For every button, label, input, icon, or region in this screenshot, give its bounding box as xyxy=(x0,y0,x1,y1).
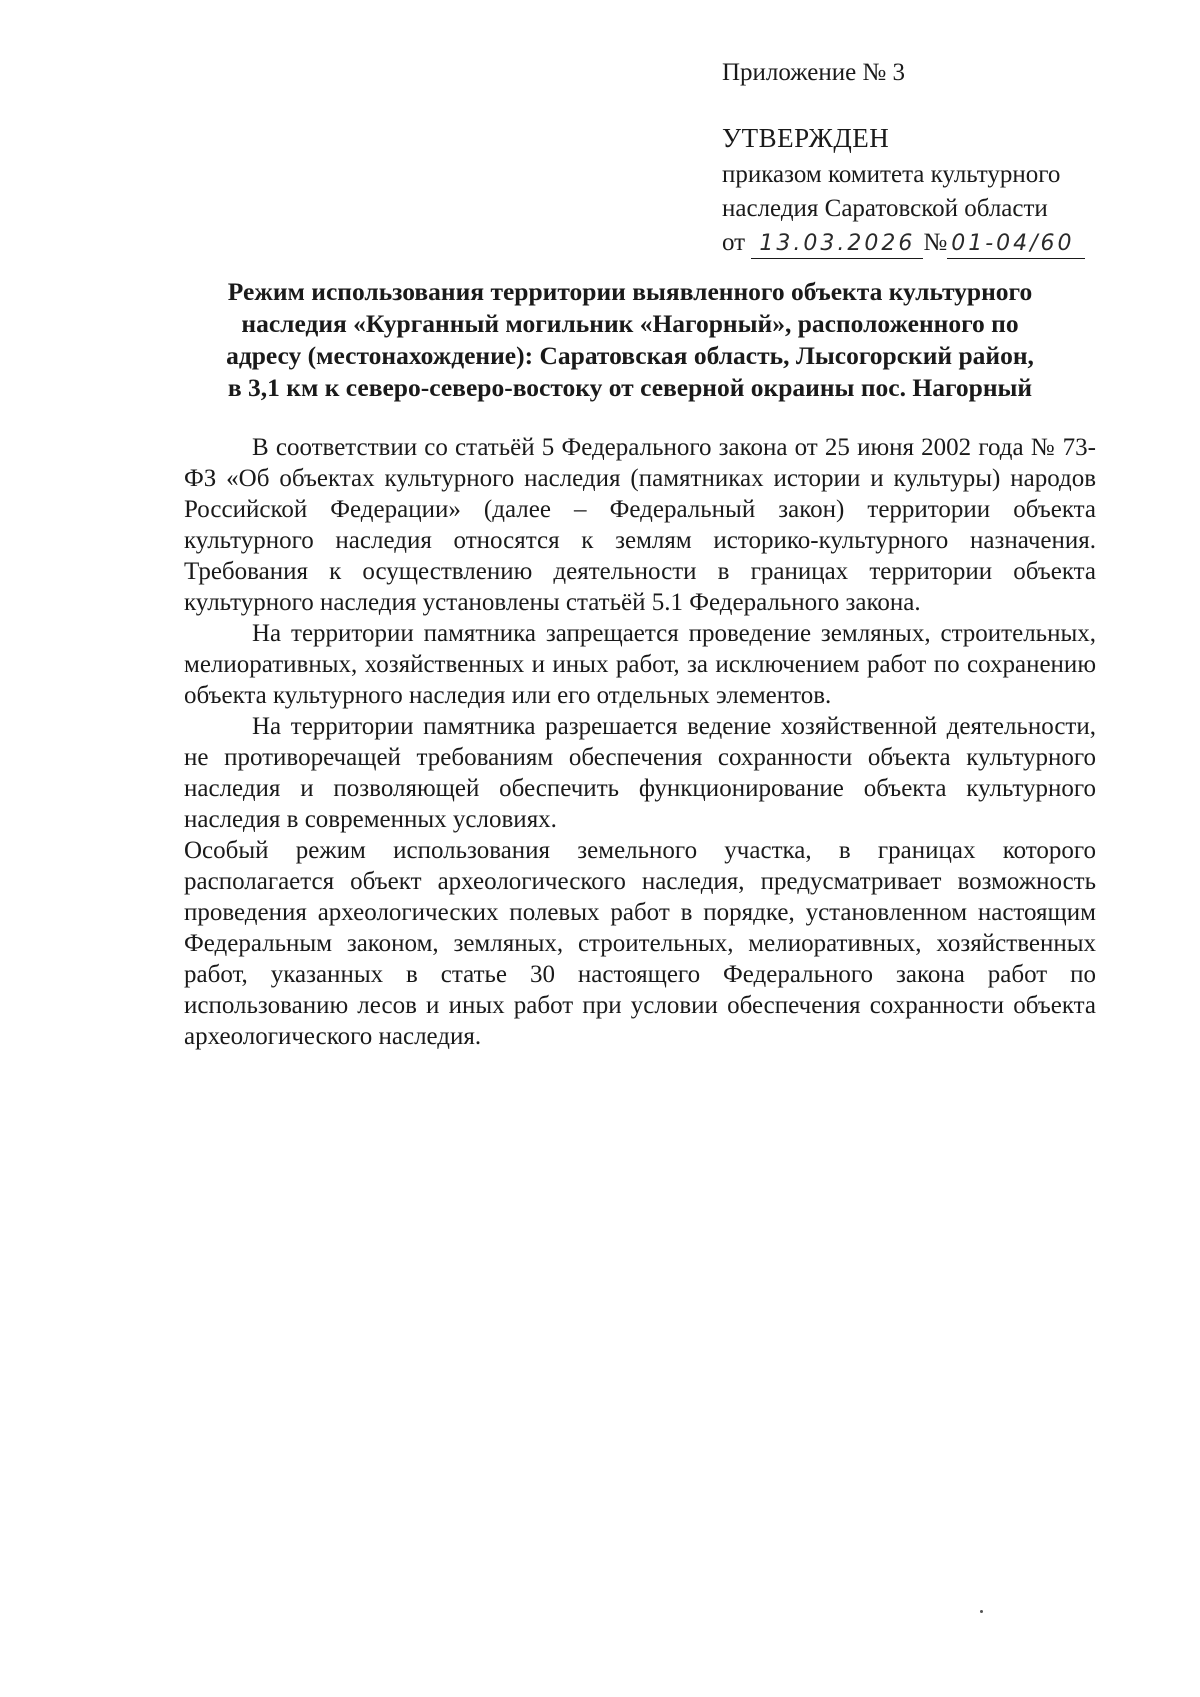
handwritten-date: 13.03.2026 xyxy=(751,230,923,259)
title-line: наследия «Курганный могильник «Нагорный», расположенного по xyxy=(241,309,1019,338)
body-paragraph: На территории памятника запрещается проведение земляных, строительных, мелиоративных, хозяйственных и иных работ, за исключением работ по сохранению объекта культурного наследия или его отдельных элементов. xyxy=(184,620,1096,709)
body-paragraph: Особый режим использования земельного участка, в границах которого располагается объект археологического наследия, предусматривает возможность проведения археологических полевых работ в порядке, установленном настоящим Федеральным законом, земляных, строительных, мелиоративных, хозяйственных работ, указанных в статье 30 настоящего Федерального закона работ по использованию лесов и иных работ при условии обеспечения сохранности объекта археологического наследия. xyxy=(184,837,1096,1050)
order-date-line xyxy=(722,226,1122,260)
title-line: адресу (местонахождение): Саратовская область, Лысогорский район, xyxy=(226,341,1034,370)
number-sign: № xyxy=(923,229,948,256)
annex-number: Приложение № 3 xyxy=(722,59,906,86)
date-prefix: от xyxy=(722,229,746,256)
handwritten-order-number: 01-04/60 xyxy=(947,230,1085,259)
title-line: в 3,1 км к северо-северо-востоку от северной окраины пос. Нагорный xyxy=(227,373,1033,402)
order-issuer-line-1: приказом комитета культурного xyxy=(722,161,1061,188)
body-paragraph: В соответствии со статьёй 5 Федерального закона от 25 июня 2002 года № 73-ФЗ «Об объектах культурного наследия (памятниках истории и культуры) народов Российской Федерации» (далее – Федеральный закон) территории объекта культурного наследия относятся к землям историко-культурного назначения. Требования к осуществлению деятельности в границах территории объекта культурного наследия установлены статьёй 5.1 Федерального закона. xyxy=(184,434,1096,616)
approved-heading: УТВЕРЖДЕН xyxy=(722,123,890,153)
document-body xyxy=(184,432,1096,1052)
order-issuer-line-2: наследия Саратовской области xyxy=(722,195,1048,222)
document-title xyxy=(160,276,1100,404)
title-line: Режим использования территории выявленного объекта культурного xyxy=(227,277,1033,306)
scan-artifact xyxy=(980,1610,983,1613)
body-paragraph: На территории памятника разрешается ведение хозяйственной деятельности, не противоречащей требованиям обеспечения сохранности объекта культурного наследия и позволяющей обеспечить функционирование объекта культурного наследия в современных условиях. xyxy=(184,713,1096,833)
approval-block xyxy=(722,56,1122,260)
